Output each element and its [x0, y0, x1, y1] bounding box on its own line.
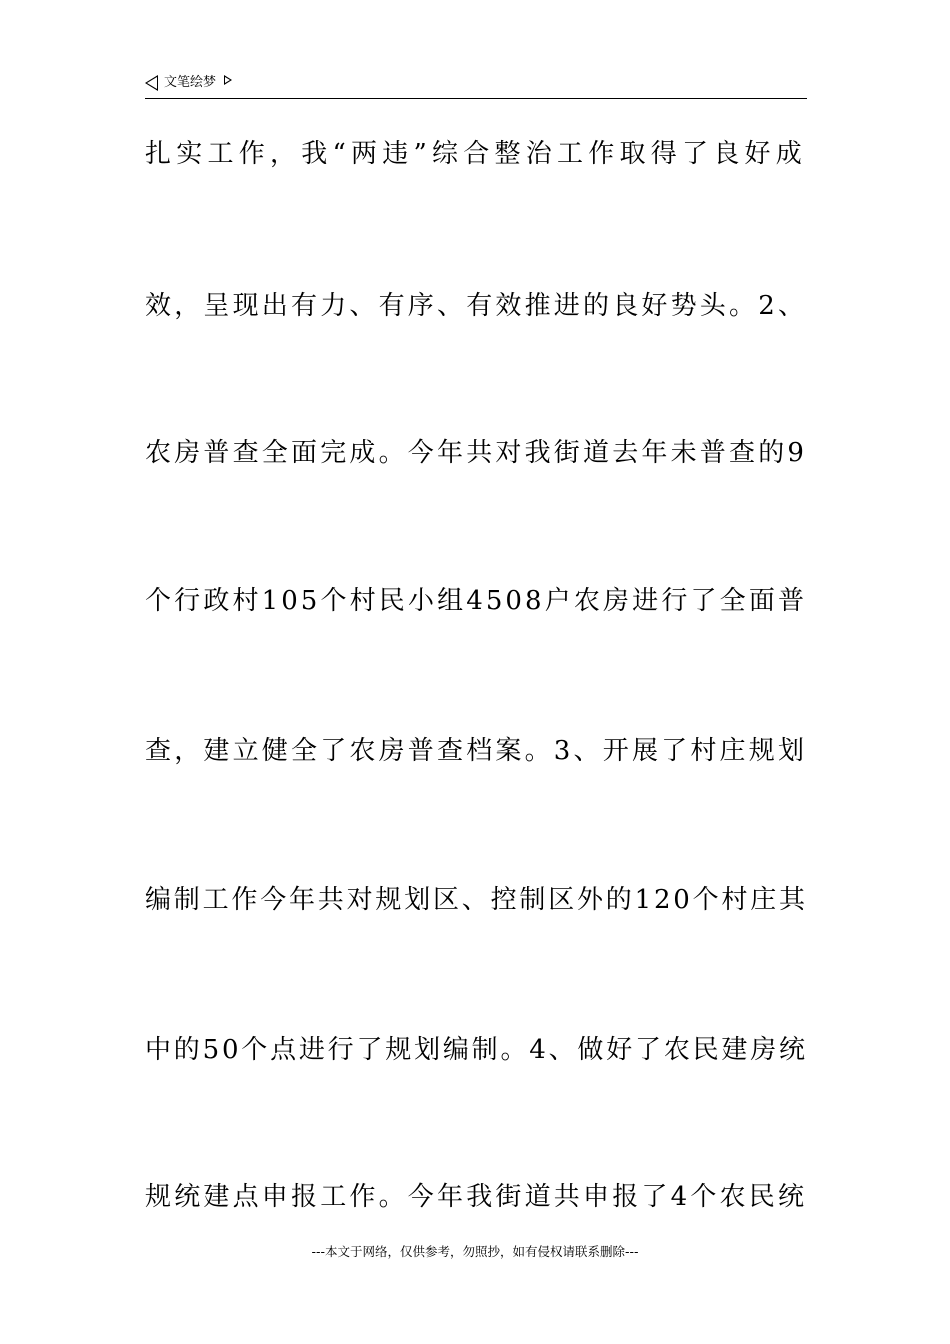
header-content: [145, 74, 232, 92]
triangle-right-icon: [224, 75, 232, 85]
body-line: 编制工作今年共对规划区、控制区外的120个村庄其: [145, 885, 808, 915]
page-header: [145, 72, 807, 99]
page-footer: ---本文于网络，仅供参考，勿照抄，如有侵权请联系删除---: [311, 1244, 639, 1259]
header-title: 文笔绘梦: [164, 75, 217, 90]
body-line: 效，呈现出有力、有序、有效推进的良好势头。2、: [145, 291, 808, 321]
triangle-left-icon: [145, 75, 158, 91]
body-line: 查，建立健全了农房普查档案。3、开展了村庄规划: [145, 736, 808, 766]
body-line: 个行政村105个村民小组4508户农房进行了全面普: [145, 586, 807, 616]
body-line: 农房普查全面完成。今年共对我街道去年未普查的9: [145, 438, 808, 468]
body-line: 扎实工作，我“两违”综合整治工作取得了良好成: [145, 139, 807, 169]
body-line: 中的50个点进行了规划编制。4、做好了农民建房统: [145, 1035, 808, 1065]
body-line: 规统建点申报工作。今年我街道共申报了4个农民统: [145, 1182, 808, 1212]
